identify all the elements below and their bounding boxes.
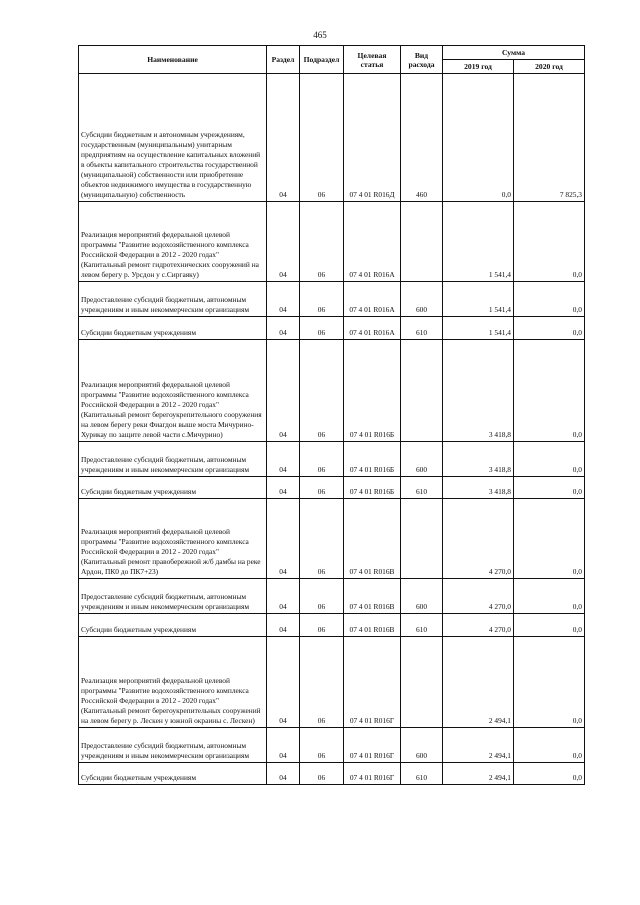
row-subsection: 06: [300, 282, 344, 317]
row-section: 04: [267, 637, 300, 728]
table-row: [79, 202, 585, 282]
row-value-2019: 1 541,4: [443, 317, 514, 340]
table-row: [79, 317, 585, 340]
header-sum: Сумма: [443, 46, 585, 60]
row-section: 04: [267, 317, 300, 340]
row-name: Субсидии бюджетным учреждениям: [79, 763, 267, 785]
row-value-2020: 0,0: [514, 477, 585, 499]
row-target: 07 4 01 R016Г: [344, 637, 401, 728]
row-value-2019: 4 270,0: [443, 614, 514, 637]
row-name: Субсидии бюджетным и автономным учреждениям, государственным (муниципальным) унитарным предприятиям на осуществление капитальных вложений в объекты капитального строительства государственной (муниципальной) собственности или приобретение объектов недвижимого имущества в государственную (муниципальную) собственность: [79, 74, 267, 202]
row-value-2020: 0,0: [514, 614, 585, 637]
row-section: 04: [267, 614, 300, 637]
row-expense-type: 610: [401, 477, 443, 499]
row-section: 04: [267, 499, 300, 579]
row-expense-type: 460: [401, 74, 443, 202]
row-target: 07 4 01 R016Г: [344, 763, 401, 785]
header-target: Целевая статья: [344, 46, 401, 74]
row-target: 07 4 01 R016Г: [344, 728, 401, 763]
row-subsection: 06: [300, 637, 344, 728]
table-body: [79, 74, 585, 785]
row-expense-type: 600: [401, 282, 443, 317]
row-name: Реализация мероприятий федеральной целевой программы "Развитие водохозяйственного комплекса Российской Федерации в 2012 - 2020 годах" (Капитальный ремонт берегоукрепительного сооружения на левом берегу реки Фиагдон выше моста Мичурино-Хурикау по защите левой части с.Мичурино): [79, 340, 267, 442]
page-number: 465: [313, 30, 327, 40]
row-name: Предоставление субсидий бюджетным, автономным учреждениям и иным некоммерческим организациям: [79, 579, 267, 614]
row-value-2020: 0,0: [514, 728, 585, 763]
row-value-2020: 0,0: [514, 282, 585, 317]
row-target: 07 4 01 R016А: [344, 282, 401, 317]
row-value-2019: 4 270,0: [443, 579, 514, 614]
table-row: [79, 579, 585, 614]
row-subsection: 06: [300, 728, 344, 763]
row-subsection: 06: [300, 202, 344, 282]
row-name: Предоставление субсидий бюджетным, автономным учреждениям и иным некоммерческим организациям: [79, 442, 267, 477]
row-name: Реализация мероприятий федеральной целевой программы "Развитие водохозяйственного комплекса Российской Федерации в 2012 - 2020 годах" (Капитальный ремонт гидротехнических сооружений на левом берегу р. Урсдон у с.Сиргаяку): [79, 202, 267, 282]
row-subsection: 06: [300, 442, 344, 477]
row-name: Предоставление субсидий бюджетным, автономным учреждениям и иным некоммерческим организациям: [79, 282, 267, 317]
row-expense-type: 600: [401, 442, 443, 477]
row-value-2019: 2 494,1: [443, 637, 514, 728]
header-year-2020: 2020 год: [514, 60, 585, 74]
row-value-2019: 1 541,4: [443, 202, 514, 282]
row-expense-type: [401, 499, 443, 579]
header-expense-type: Вид расхода: [401, 46, 443, 74]
row-expense-type: 610: [401, 763, 443, 785]
row-value-2019: 2 494,1: [443, 763, 514, 785]
row-value-2019: 2 494,1: [443, 728, 514, 763]
row-value-2020: 0,0: [514, 763, 585, 785]
row-subsection: 06: [300, 477, 344, 499]
table-row: [79, 499, 585, 579]
row-value-2020: 0,0: [514, 579, 585, 614]
row-expense-type: [401, 202, 443, 282]
row-value-2020: 0,0: [514, 317, 585, 340]
table-row: [79, 340, 585, 442]
table-row: [79, 728, 585, 763]
row-value-2020: 0,0: [514, 442, 585, 477]
row-target: 07 4 01 R016А: [344, 317, 401, 340]
row-value-2019: 0,0: [443, 74, 514, 202]
row-section: 04: [267, 340, 300, 442]
row-target: 07 4 01 R016А: [344, 202, 401, 282]
row-subsection: 06: [300, 74, 344, 202]
row-section: 04: [267, 477, 300, 499]
table-row: [79, 442, 585, 477]
row-expense-type: 610: [401, 317, 443, 340]
row-section: 04: [267, 442, 300, 477]
row-target: 07 4 01 R016Д: [344, 74, 401, 202]
row-name: Реализация мероприятий федеральной целевой программы "Развитие водохозяйственного комплекса Российской Федерации в 2012 - 2020 годах" (Капитальный ремонт правобережной ж/б дамбы на реке Ардон, ПК0 до ПК7+23): [79, 499, 267, 579]
header-name: Наименование: [79, 46, 267, 74]
row-target: 07 4 01 R016Б: [344, 340, 401, 442]
row-name: Реализация мероприятий федеральной целевой программы "Развитие водохозяйственного комплекса Российской Федерации в 2012 - 2020 годах" (Капитальный ремонт берегоукрепительных сооружений на левом берегу р. Лескен у южной окраины с. Лескен): [79, 637, 267, 728]
header-year-2019: 2019 год: [443, 60, 514, 74]
row-value-2020: 7 825,3: [514, 74, 585, 202]
header-section: Раздел: [267, 46, 300, 74]
row-target: 07 4 01 R016Б: [344, 477, 401, 499]
table-row: [79, 282, 585, 317]
row-name: Субсидии бюджетным учреждениям: [79, 477, 267, 499]
row-name: Субсидии бюджетным учреждениям: [79, 317, 267, 340]
row-section: 04: [267, 579, 300, 614]
row-expense-type: 600: [401, 728, 443, 763]
row-expense-type: [401, 340, 443, 442]
row-name: Предоставление субсидий бюджетным, автономным учреждениям и иным некоммерческим организациям: [79, 728, 267, 763]
row-value-2019: 4 270,0: [443, 499, 514, 579]
row-value-2020: 0,0: [514, 340, 585, 442]
table-row: [79, 74, 585, 202]
row-expense-type: 600: [401, 579, 443, 614]
row-value-2020: 0,0: [514, 637, 585, 728]
row-subsection: 06: [300, 614, 344, 637]
row-value-2019: 3 418,8: [443, 442, 514, 477]
row-subsection: 06: [300, 579, 344, 614]
table-row: [79, 637, 585, 728]
row-section: 04: [267, 74, 300, 202]
header-subsection: Подраздел: [300, 46, 344, 74]
row-target: 07 4 01 R016Б: [344, 442, 401, 477]
row-value-2019: 3 418,8: [443, 477, 514, 499]
row-section: 04: [267, 282, 300, 317]
row-target: 07 4 01 R016В: [344, 499, 401, 579]
table-row: [79, 614, 585, 637]
row-section: 04: [267, 728, 300, 763]
row-section: 04: [267, 202, 300, 282]
row-expense-type: 610: [401, 614, 443, 637]
row-target: 07 4 01 R016В: [344, 579, 401, 614]
row-subsection: 06: [300, 763, 344, 785]
row-value-2020: 0,0: [514, 202, 585, 282]
row-value-2020: 0,0: [514, 499, 585, 579]
row-subsection: 06: [300, 340, 344, 442]
row-value-2019: 3 418,8: [443, 340, 514, 442]
row-subsection: 06: [300, 499, 344, 579]
row-target: 07 4 01 R016В: [344, 614, 401, 637]
table-row: [79, 477, 585, 499]
row-name: Субсидии бюджетным учреждениям: [79, 614, 267, 637]
row-section: 04: [267, 763, 300, 785]
row-value-2019: 1 541,4: [443, 282, 514, 317]
row-subsection: 06: [300, 317, 344, 340]
budget-table: [78, 45, 585, 785]
table-row: [79, 763, 585, 785]
row-expense-type: [401, 637, 443, 728]
